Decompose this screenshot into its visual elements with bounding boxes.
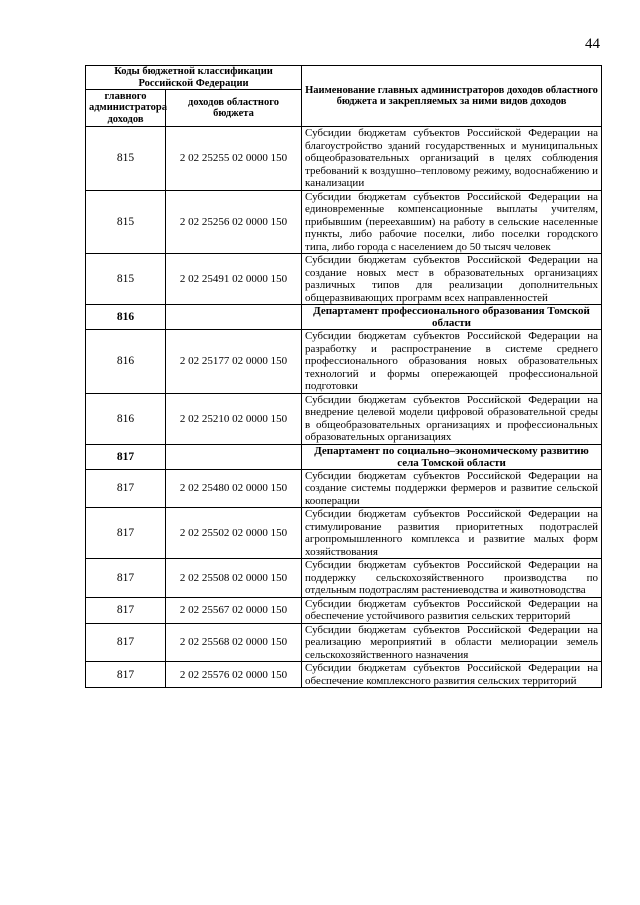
admin-code-cell: 815	[86, 254, 166, 305]
department-row	[86, 305, 602, 330]
table-row	[86, 559, 602, 598]
income-code-cell	[166, 305, 302, 330]
table-row	[86, 662, 602, 688]
income-code-cell: 2 02 25177 02 0000 150	[166, 330, 302, 394]
page-number: 44	[585, 36, 600, 52]
admin-code-cell: 817	[86, 597, 166, 623]
income-code-cell: 2 02 25255 02 0000 150	[166, 127, 302, 191]
table-body	[86, 127, 602, 688]
admin-code-cell: 817	[86, 444, 166, 469]
admin-code-cell: 817	[86, 469, 166, 508]
table-row	[86, 127, 602, 191]
table-row	[86, 508, 602, 559]
income-name-cell: Субсидии бюджетам субъектов Российской Федерации на благоустройство зданий государственных и муниципальных общеобразовательных организаций в целях соблюдения требований к воздушно–тепловому режиму, водоснабжению и канализации	[302, 127, 602, 191]
income-code-cell: 2 02 25502 02 0000 150	[166, 508, 302, 559]
admin-code-cell: 816	[86, 330, 166, 394]
income-code-cell: 2 02 25576 02 0000 150	[166, 662, 302, 688]
income-code-cell: 2 02 25210 02 0000 150	[166, 393, 302, 444]
table-row	[86, 623, 602, 662]
department-name-cell: Департамент профессионального образования Томской области	[302, 305, 602, 330]
income-code-cell: 2 02 25491 02 0000 150	[166, 254, 302, 305]
income-name-cell: Субсидии бюджетам субъектов Российской Федерации на поддержку сельскохозяйственного производства по отдельным подотраслям растениеводства и животноводства	[302, 559, 602, 598]
codes-group-header: Коды бюджетной классификации Российской Федерации	[86, 66, 302, 90]
income-code-cell: 2 02 25256 02 0000 150	[166, 190, 302, 254]
income-name-cell: Субсидии бюджетам субъектов Российской Федерации на создание новых мест в образовательных организациях различных типов для реализации дополнительных общеразвивающих программ всех направленностей	[302, 254, 602, 305]
admin-code-cell: 817	[86, 508, 166, 559]
admin-code-cell: 817	[86, 662, 166, 688]
income-code-cell	[166, 444, 302, 469]
income-code-cell: 2 02 25508 02 0000 150	[166, 559, 302, 598]
table-row	[86, 469, 602, 508]
table-row	[86, 330, 602, 394]
income-name-cell: Субсидии бюджетам субъектов Российской Федерации на единовременные компенсационные выплаты учителям, прибывшим (переехавшим) на работу в сельские населенные пункты, либо рабочие поселки, либо поселки городского типа, либо города с населением до 50 тысяч человек	[302, 190, 602, 254]
table-row	[86, 254, 602, 305]
income-name-cell: Субсидии бюджетам субъектов Российской Федерации на создание системы поддержки фермеров и развитие сельской кооперации	[302, 469, 602, 508]
income-name-cell: Субсидии бюджетам субъектов Российской Федерации на обеспечение устойчивого развития сельских территорий	[302, 597, 602, 623]
income-name-cell: Субсидии бюджетам субъектов Российской Федерации на обеспечение комплексного развития сельских территорий	[302, 662, 602, 688]
income-code-cell: 2 02 25568 02 0000 150	[166, 623, 302, 662]
income-name-cell: Субсидии бюджетам субъектов Российской Федерации на разработку и распространение в системе среднего профессионального образования новых образовательных технологий и формы опережающей профессиональной подготовки	[302, 330, 602, 394]
income-column-header: доходов областного бюджета	[166, 90, 302, 127]
income-name-cell: Субсидии бюджетам субъектов Российской Федерации на стимулирование развития приоритетных подотраслей агропромышленного комплекса и развитие малых форм хозяйствования	[302, 508, 602, 559]
name-column-header: Наименование главных администраторов доходов областного бюджета и закрепляемых за ними видов доходов	[302, 66, 602, 127]
table-row	[86, 393, 602, 444]
admin-code-cell: 816	[86, 305, 166, 330]
table-row	[86, 190, 602, 254]
income-code-cell: 2 02 25567 02 0000 150	[166, 597, 302, 623]
department-name-cell: Департамент по социально–экономическому развитию села Томской области	[302, 444, 602, 469]
admin-column-header: главного администратора доходов	[86, 90, 166, 127]
admin-code-cell: 815	[86, 127, 166, 191]
table-row	[86, 597, 602, 623]
income-name-cell: Субсидии бюджетам субъектов Российской Федерации на внедрение целевой модели цифровой образовательной среды в общеобразовательных организациях и профессиональных образовательных организациях	[302, 393, 602, 444]
admin-code-cell: 817	[86, 623, 166, 662]
budget-classification-table	[85, 65, 602, 688]
income-name-cell: Субсидии бюджетам субъектов Российской Федерации на реализацию мероприятий в области мелиорации земель сельскохозяйственного назначения	[302, 623, 602, 662]
income-code-cell: 2 02 25480 02 0000 150	[166, 469, 302, 508]
admin-code-cell: 815	[86, 190, 166, 254]
admin-code-cell: 816	[86, 393, 166, 444]
admin-code-cell: 817	[86, 559, 166, 598]
department-row	[86, 444, 602, 469]
